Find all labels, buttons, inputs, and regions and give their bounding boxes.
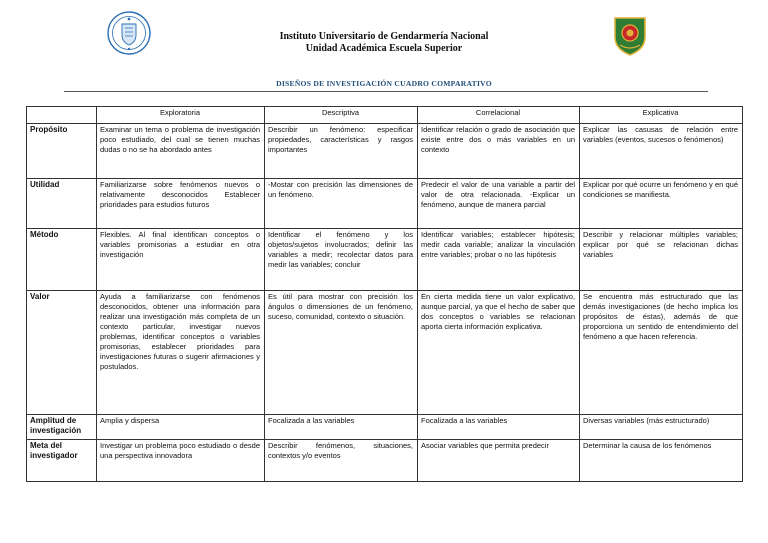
table-cell: Describir un fenómeno: especificar propiedades, características y rasgos importantes <box>265 124 418 179</box>
table-cell: Identificar relación o grado de asociación que existe entre dos o más variables en un contexto <box>418 124 580 179</box>
table-cell: Explicar por qué ocurre un fenómeno y en qué condiciones se manifiesta. <box>580 179 743 229</box>
table-cell: Familiarizarse sobre fenómenos nuevos o relativamente desconocidos Establecer prioridades para estudios futuros <box>97 179 265 229</box>
table-row-utilidad <box>27 179 743 229</box>
column-header-explicativa: Explicativa <box>580 107 743 124</box>
row-label: Amplitud de investigación <box>27 415 97 440</box>
unit-name: Unidad Académica Escuela Superior <box>305 43 463 54</box>
row-label: Valor <box>27 291 97 415</box>
iugna-seal-logo <box>107 11 151 55</box>
table-row-metodo <box>27 229 743 291</box>
table-cell: Identificar el fenómeno y los objetos/sujetos involucrados; definir las variables a medir; recolectar datos para medir las variables; concluir <box>265 229 418 291</box>
corner-cell <box>27 107 97 124</box>
gendarmeria-shield-logo <box>612 15 648 57</box>
table-cell: Identificar variables; establecer hipótesis; medir cada variable; analizar la vinculación entre variables; probar o no las hipótesis <box>418 229 580 291</box>
column-header-descriptiva: Descriptiva <box>265 107 418 124</box>
table-cell: Ayuda a familiarizarse con fenómenos desconocidos, obtener una información para realizar una investigación más completa de un contexto particular, investigar nuevos problemas, identificar conceptos o variables promisorias, establecer prioridades para investigaciones futuras o sugerir afirmaciones y postulados. <box>97 291 265 415</box>
table-cell: -Mostar con precisión las dimensiones de un fenómeno. <box>265 179 418 229</box>
table-cell: Asociar variables que permita predecir <box>418 440 580 482</box>
document-title: DISEÑOS DE INVESTIGACIÓN CUADRO COMPARATIVO <box>276 79 492 88</box>
row-label: Meta del investigador <box>27 440 97 482</box>
column-header-exploratoria: Exploratoria <box>97 107 265 124</box>
row-label: Método <box>27 229 97 291</box>
table-cell: Explicar las casusas de relación entre variables (eventos, sucesos o fenómenos) <box>580 124 743 179</box>
table-cell: Describir fenómenos, situaciones, contextos y/o eventos <box>265 440 418 482</box>
row-label: Utilidad <box>27 179 97 229</box>
title-divider <box>64 91 708 92</box>
table-cell: Determinar la causa de los fenómenos <box>580 440 743 482</box>
institution-name: Instituto Universitario de Gendarmería Nacional <box>279 31 489 42</box>
table-cell: Diversas variables (más estructurado) <box>580 415 743 440</box>
table-cell: Investigar un problema poco estudiado o desde una perspectiva innovadora <box>97 440 265 482</box>
table-cell: Amplia y dispersa <box>97 415 265 440</box>
row-label: Propósito <box>27 124 97 179</box>
table-cell: Focalizada a las variables <box>418 415 580 440</box>
column-header-correlacional: Correlacional <box>418 107 580 124</box>
table-row-valor <box>27 291 743 415</box>
institution-header <box>200 31 568 55</box>
comparison-table <box>26 106 743 482</box>
table-row-meta <box>27 440 743 482</box>
table-cell: Examinar un tema o problema de investigación poco estudiado, del cual se tienen muchas dudas o no se ha abordado antes <box>97 124 265 179</box>
table-cell: En cierta medida tiene un valor explicativo, aunque parcial, ya que el hecho de saber que dos conceptos o variables se relacionan aporta cierta información explicativa. <box>418 291 580 415</box>
table-cell: Se encuentra más estructurado que las demás investigaciones (de hecho implica los propósitos de éstas), además de que proporciona un sentido de entendimiento del fenómeno a que hacen referencia. <box>580 291 743 415</box>
table-header-row <box>27 107 743 124</box>
table-row-proposito <box>27 124 743 179</box>
table-cell: Predecir el valor de una variable a partir del valor de otra relacionada. -Explicar un fenómeno, aunque de manera parcial <box>418 179 580 229</box>
table-row-amplitud <box>27 415 743 440</box>
table-cell: Focalizada a las variables <box>265 415 418 440</box>
table-cell: Flexibles. Al final identifican conceptos o variables promisorias a estudiar en otra investigación <box>97 229 265 291</box>
table-cell: Describir y relacionar múltiples variables; explicar por qué se relacionan dichas variables <box>580 229 743 291</box>
table-cell: Es útil para mostrar con precisión los ángulos o dimensiones de un fenómeno, suceso, comunidad, contexto o situación. <box>265 291 418 415</box>
